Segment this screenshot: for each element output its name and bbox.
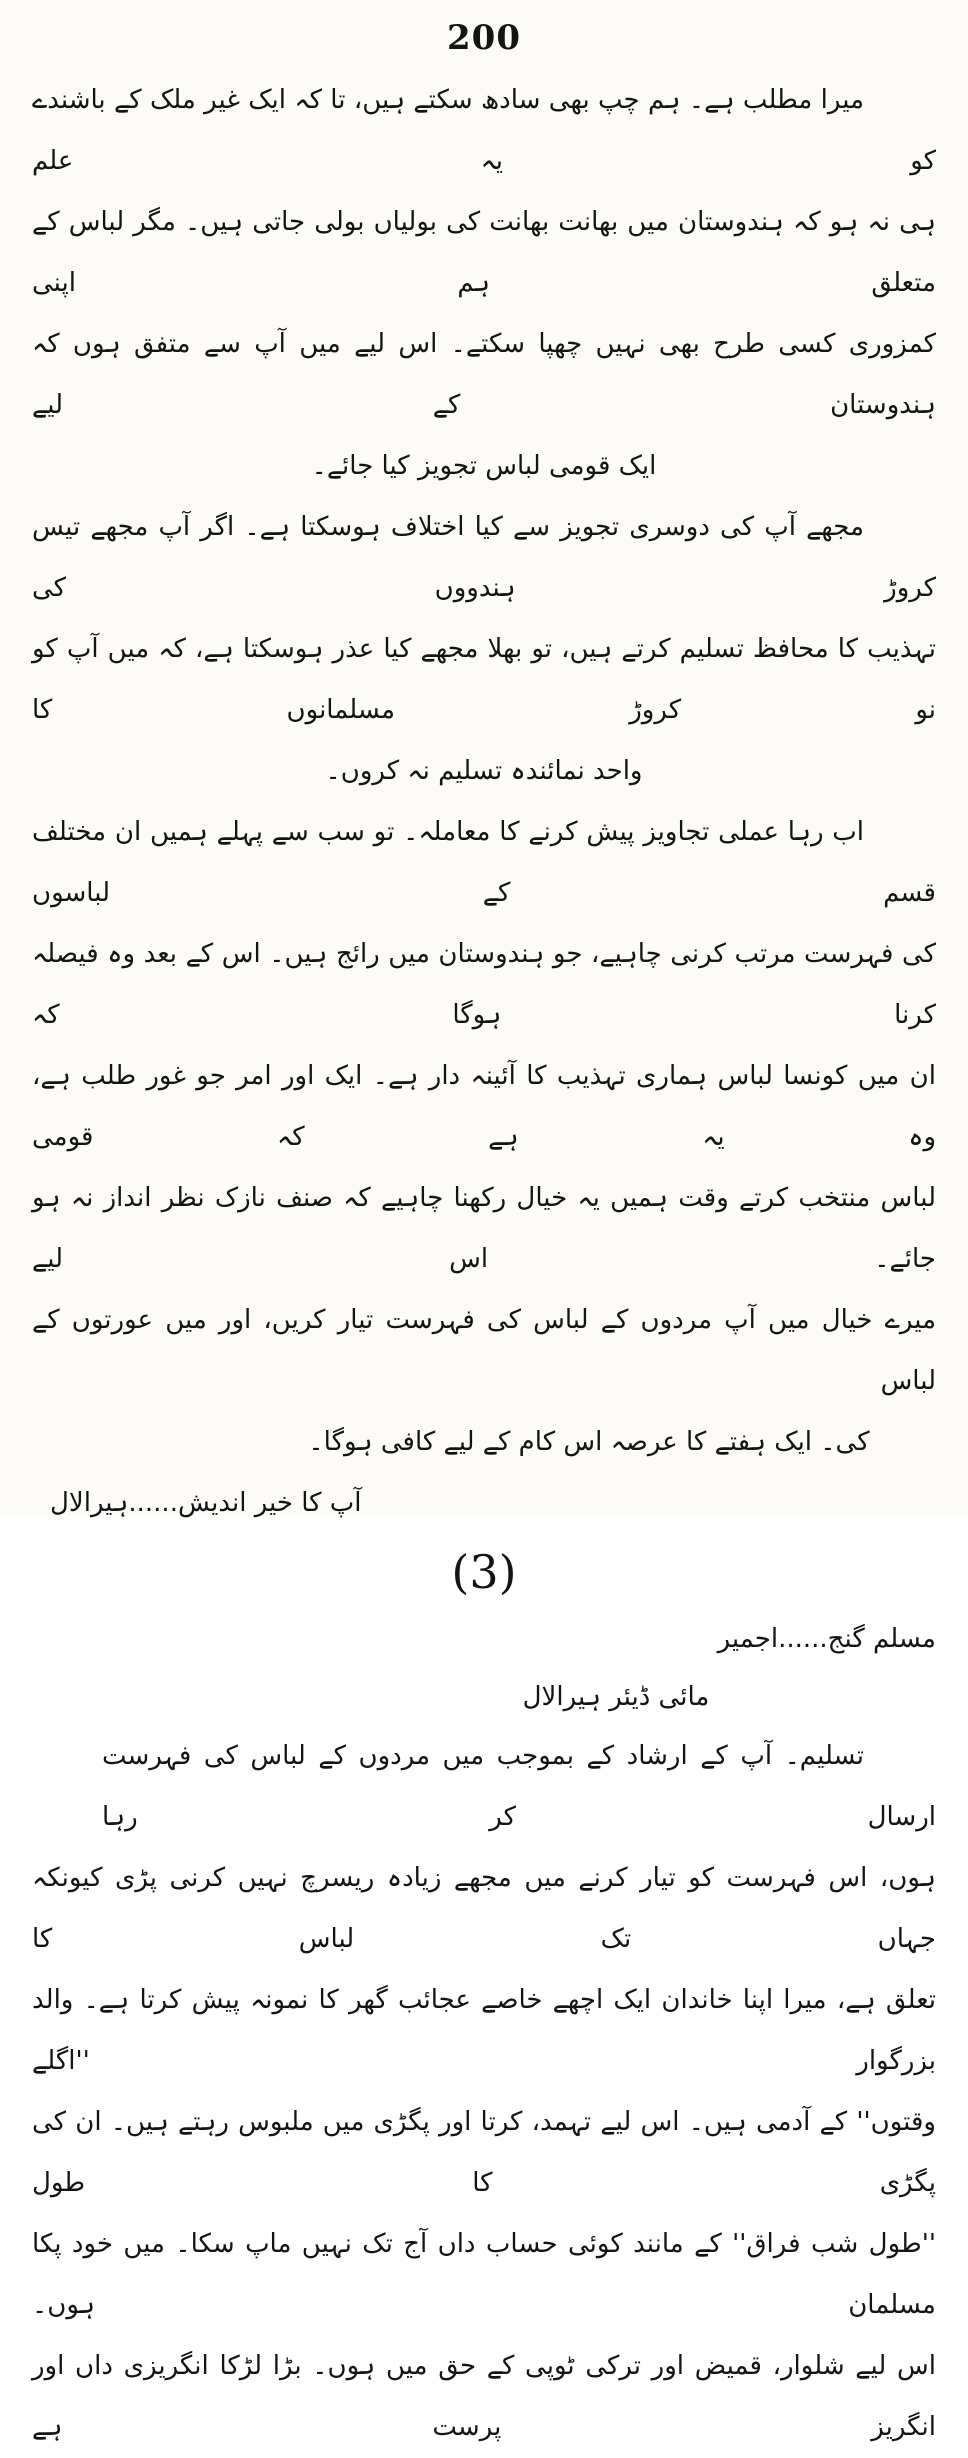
paragraph-dress-list-reply — [32, 1726, 936, 2458]
text-line: ان میں کونسا لباس ہماری تہذیب کا آئینہ دار ہے۔ ایک اور امر جو غور طلب ہے، وہ یہ ہے کہ قومی — [32, 1061, 936, 1152]
text-line: کی فہرست مرتب کرنی چاہیے، جو ہندوستان میں رائج ہیں۔ اس کے بعد وہ فیصلہ کرنا ہوگا کہ — [32, 939, 936, 1030]
section-heading: (3) — [451, 1545, 517, 1599]
text-line: ایک قومی لباس تجویز کیا جائے۔ — [311, 451, 657, 481]
text-line: تعلق ہے، میرا اپنا خاندان ایک اچھے خاصے عجائب گھر کا نمونہ پیش کرتا ہے۔ والد بزرگوار ''اگلے — [32, 1985, 936, 2076]
text-line: ''طول شب فراق'' کے مانند کوئی حساب داں آج تک نہیں ماپ سکا۔ میں خود پکا مسلمان ہوں۔ — [32, 2229, 936, 2320]
text-line: کی۔ ایک ہفتے کا عرصہ اس کام کے لیے کافی ہوگا۔ — [308, 1427, 870, 1457]
salutation-line: مائی ڈیئر ہیرالال — [522, 1682, 710, 1712]
signature-line: آپ کا خیر اندیش......ہیرالال — [50, 1488, 362, 1518]
text-line: اس لیے شلوار، قمیض اور ترکی ٹوپی کے حق میں ہوں۔ بڑا لڑکا انگریزی داں اور انگریز پرست ہے — [32, 2351, 936, 2442]
text-line: لباس منتخب کرتے وقت ہمیں یہ خیال رکھنا چاہیے کہ صنف نازک نظر انداز نہ ہو جائے۔ اس لیے — [32, 1183, 936, 1274]
text-line: کمزوری کسی طرح بھی نہیں چھپا سکتے۔ اس لیے میں آپ سے متفق ہوں کہ ہندوستان کے لیے — [32, 329, 936, 420]
text-line: میرے خیال میں آپ مردوں کے لباس کی فہرست تیار کریں، اور میں عورتوں کے لباس — [32, 1305, 936, 1396]
paragraph-national-dress — [32, 70, 936, 497]
text-line: ہی نہ ہو کہ ہندوستان میں بھانت بھانت کی بولیاں بولی جاتی ہیں۔ مگر لباس کے متعلق ہم اپنی — [32, 207, 936, 298]
page-number: 200 — [447, 18, 521, 58]
text-line: میرا مطلب ہے۔ ہم چپ بھی سادھ سکتے ہیں، تا کہ ایک غیر ملک کے باشندے کو یہ علم — [32, 85, 936, 176]
text-line: تسلیم۔ آپ کے ارشاد کے بموجب میں مردوں کے لباس کی فہرست ارسال کر رہا — [102, 1741, 936, 1832]
address-line: مسلم گنج......اجمیر — [717, 1624, 936, 1654]
text-line: مجھے آپ کی دوسری تجویز سے کیا اختلاف ہوسکتا ہے۔ اگر آپ مجھے تیس کروڑ ہندووں کی — [32, 512, 936, 603]
paragraph-practical-proposals — [32, 802, 936, 1473]
text-line: تہذیب کا محافظ تسلیم کرتے ہیں، تو بھلا مجھے کیا عذر ہوسکتا ہے، کہ میں آپ کو نو کروڑ مسلمانوں کا — [32, 634, 936, 725]
paragraph-representation — [32, 497, 936, 802]
text-line: اب رہا عملی تجاویز پیش کرنے کا معاملہ۔ تو سب سے پہلے ہمیں ان مختلف قسم کے لباسوں — [32, 817, 936, 908]
text-line: واحد نمائندہ تسلیم نہ کروں۔ — [325, 756, 643, 786]
text-line: ہوں، اس فہرست کو تیار کرنے میں مجھے زیادہ ریسرچ نہیں کرنی پڑی کیونکہ جہاں تک لباس کا — [32, 1863, 936, 1954]
text-line: وقتوں'' کے آدمی ہیں۔ اس لیے تہمد، کرتا اور پگڑی میں ملبوس رہتے ہیں۔ ان کی پگڑی کا طول — [32, 2107, 936, 2198]
